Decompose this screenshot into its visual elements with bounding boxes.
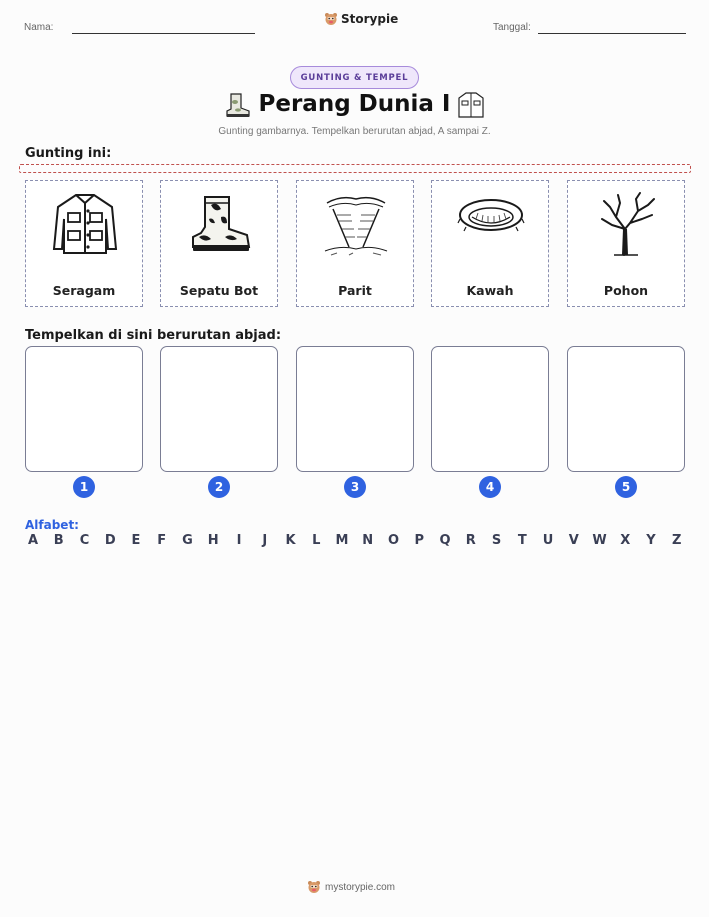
card-label: Kawah xyxy=(466,283,514,298)
letter: J xyxy=(262,533,268,548)
letter: C xyxy=(79,533,90,548)
paste-box-3[interactable] xyxy=(296,346,414,472)
slot-number-2: 2 xyxy=(208,476,230,498)
letter: W xyxy=(592,533,607,548)
cut-card-sepatu-bot[interactable] xyxy=(160,180,278,307)
bear-mascot-icon xyxy=(324,12,338,26)
instructions: Gunting gambarnya. Tempelkan berurutan abjad, A sampai Z. xyxy=(218,126,491,137)
trench-icon xyxy=(321,189,391,259)
cut-card-pohon[interactable] xyxy=(567,180,685,307)
paste-box-1[interactable] xyxy=(25,346,143,472)
paste-section-label: Tempelkan di sini berurutan abjad: xyxy=(25,328,282,343)
alphabet-label: Alfabet: xyxy=(25,518,79,532)
letter: Y xyxy=(646,533,656,548)
letter: S xyxy=(491,533,502,548)
bare-tree-icon xyxy=(592,189,662,259)
card-label: Seragam xyxy=(52,283,116,298)
letter: B xyxy=(53,533,64,548)
cut-card-seragam[interactable] xyxy=(25,180,143,307)
crater-icon xyxy=(456,189,526,259)
letter: O xyxy=(387,533,400,548)
card-label: Pohon xyxy=(603,283,649,298)
letter: I xyxy=(236,533,242,548)
letter: R xyxy=(465,533,476,548)
letter: V xyxy=(568,533,579,548)
letter: F xyxy=(157,533,167,548)
letter: P xyxy=(414,533,425,548)
letter: Z xyxy=(672,533,682,548)
page-title: Perang Dunia I xyxy=(258,91,451,117)
letter: K xyxy=(285,533,296,548)
brand-name: Storypie xyxy=(341,12,399,26)
letter: E xyxy=(131,533,141,548)
slot-number-4: 4 xyxy=(479,476,501,498)
date-label: Tanggal: xyxy=(493,22,531,33)
paste-box-2[interactable] xyxy=(160,346,278,472)
footer-url[interactable]: mystorypie.com xyxy=(325,881,396,893)
footer xyxy=(307,880,395,894)
activity-badge: GUNTING & TEMPEL xyxy=(290,66,419,89)
name-line[interactable] xyxy=(72,33,255,34)
letter: G xyxy=(182,533,193,548)
bear-mascot-icon xyxy=(307,880,321,894)
letter: X xyxy=(620,533,631,548)
cut-card-parit[interactable] xyxy=(296,180,414,307)
letter: U xyxy=(542,533,554,548)
letter: D xyxy=(104,533,116,548)
slot-number-1: 1 xyxy=(73,476,95,498)
date-line[interactable] xyxy=(538,33,686,34)
letter: H xyxy=(207,533,219,548)
letter: N xyxy=(362,533,374,548)
boot-icon xyxy=(185,189,255,259)
slot-number-3: 3 xyxy=(344,476,366,498)
alphabet-row xyxy=(25,533,685,548)
name-label: Nama: xyxy=(24,22,54,33)
uniform-jacket-icon xyxy=(456,90,486,120)
card-label: Sepatu Bot xyxy=(179,283,259,298)
slot-number-5: 5 xyxy=(615,476,637,498)
card-label: Parit xyxy=(338,283,372,298)
cut-guide-line xyxy=(19,164,691,173)
letter: L xyxy=(312,533,321,548)
letter: A xyxy=(27,533,39,548)
cut-section-label: Gunting ini: xyxy=(25,146,112,161)
letter: M xyxy=(335,533,349,548)
paste-box-4[interactable] xyxy=(431,346,549,472)
cut-card-kawah[interactable] xyxy=(431,180,549,307)
paste-box-5[interactable] xyxy=(567,346,685,472)
uniform-jacket-icon xyxy=(50,189,120,259)
letter: Q xyxy=(439,533,451,548)
brand-logo xyxy=(324,12,398,26)
letter: T xyxy=(517,533,527,548)
